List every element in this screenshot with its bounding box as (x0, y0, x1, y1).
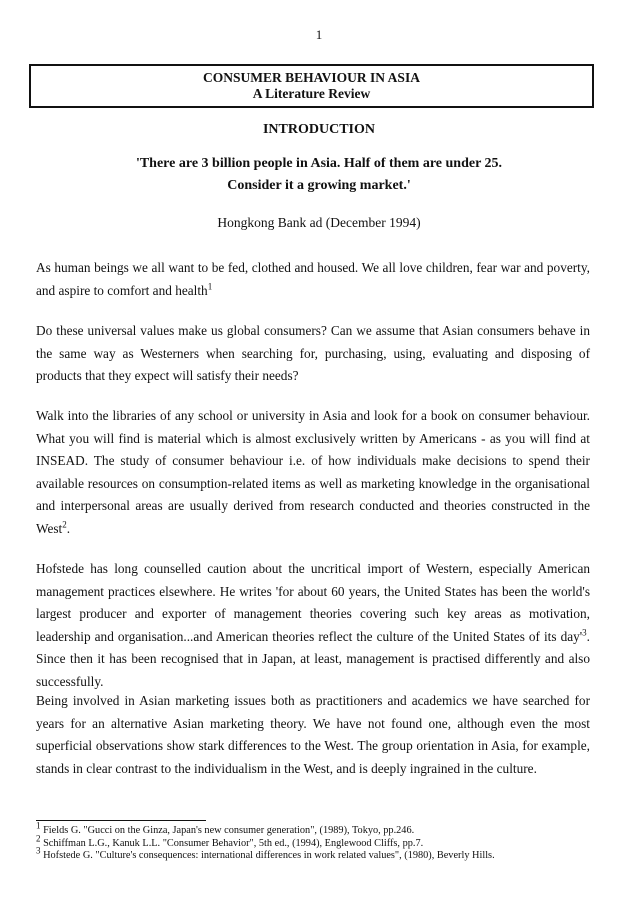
footnote-divider (36, 820, 206, 821)
paragraph-text: Walk into the libraries of any school or university in Asia and look for a book on consumer behaviour. What you will find is material which is almost exclusively written by Americans - as you will find at INSEAD. The study of consumer behaviour i.e. of how individuals make decisions to spend their available resources on consumption-related items as well as marketing knowledge in the organisational and interpersonal areas are usually derived from research conducted and theories constructed in the West (36, 408, 590, 536)
section-heading: INTRODUCTION (262, 122, 375, 137)
paragraph-text: Hofstede has long counselled caution about the uncritical import of Western, especially American management practices elsewhere. He writes 'for about 60 years, the United States has been the world's largest producer and exporter of management theories covering such key areas as motivation, leadership and organisation...and American theories reflect the culture of the United States of its day' (36, 561, 590, 644)
footnote (36, 820, 596, 838)
epigraph-line-1: 'There are 3 billion people in Asia. Half of them are under 25. (135, 156, 503, 171)
footnote-number: 3 (36, 845, 41, 856)
title-box (29, 64, 594, 108)
paragraph-4 (36, 558, 590, 693)
paragraph-2 (36, 320, 590, 388)
footnote-ref: 3 (582, 627, 587, 638)
paragraph-text: Do these universal values make us global consumers? Can we assume that Asian consumers behave in the same way as Westerners when searching for, purchasing, using, evaluating and disposing of products that they expect will satisfy their needs? (36, 323, 590, 383)
epigraph-quote (0, 153, 638, 197)
footnote-ref: 1 (207, 281, 213, 292)
paragraph-text-tail: . (66, 520, 71, 536)
paragraph-text: Being involved in Asian marketing issues both as practitioners and academics we have searched for years for an alternative Asian marketing theory. We have not found one, although even the most superficial observations show stark differences to the West. The group orientation in Asia, for example, stands in clear contrast to the individualism in the West, and is deeply ingrained in the culture. (36, 693, 590, 776)
paragraph-5 (36, 690, 590, 780)
paragraph-text: As human beings we all want to be fed, clothed and housed. We all love children, fear war and poverty, and aspire to comfort and health (36, 260, 590, 298)
epigraph-line-2: Consider it a growing market.' (227, 178, 411, 193)
footnote-text: Hofstede G. "Culture's consequences: international differences in work related values", (1980), Beverly Hills. (43, 850, 495, 861)
footnote-number: 2 (36, 833, 41, 844)
footnote (36, 833, 596, 851)
footnotes (36, 820, 596, 863)
epigraph-attribution: Hongkong Bank ad (December 1994) (217, 215, 421, 230)
paragraph-3 (36, 405, 590, 540)
document-title: CONSUMER BEHAVIOUR IN ASIA (203, 70, 420, 85)
footnote-number: 1 (36, 820, 41, 831)
paragraph-text-tail: . Since then it has been recognised that in Japan, at least, management is practised differently and also successfully. (36, 628, 590, 689)
footnote-ref: 2 (62, 519, 67, 530)
page-number: 1 (315, 27, 323, 42)
document-subtitle: A Literature Review (252, 86, 371, 101)
paragraph-1 (36, 257, 590, 302)
footnote-text: Schiffman L.G., Kanuk L.L. "Consumer Behavior", 5th ed., (1994), Englewood Cliffs, pp.7. (43, 837, 424, 849)
footnote-text: Fields G. "Gucci on the Ginza, Japan's new consumer generation", (1989), Tokyo, pp.246. (43, 825, 415, 836)
footnote (36, 845, 596, 863)
